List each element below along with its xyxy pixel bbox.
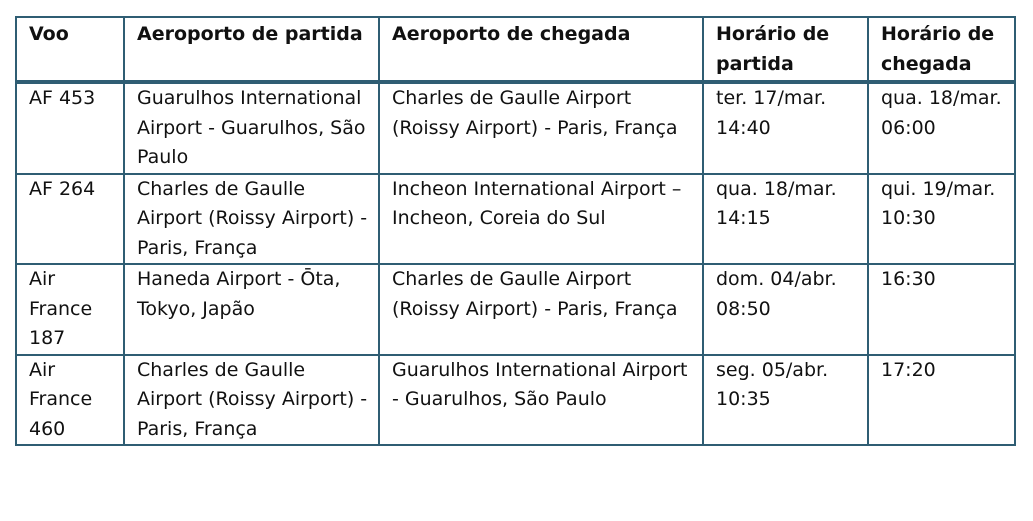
cell-flight: AF 264	[16, 174, 124, 265]
cell-departure-time: qua. 18/mar. 14:15	[703, 174, 868, 265]
header-departure-time: Horário de partida	[703, 17, 868, 82]
table-row	[16, 355, 1015, 446]
cell-arrival-airport: Charles de Gaulle Airport (Roissy Airport) - Paris, França	[379, 82, 703, 174]
header-flight: Voo	[16, 17, 124, 82]
header-departure-airport: Aeroporto de partida	[124, 17, 379, 82]
cell-arrival-airport: Charles de Gaulle Airport (Roissy Airport) - Paris, França	[379, 264, 703, 355]
table-header-row	[16, 17, 1015, 82]
cell-departure-airport: Charles de Gaulle Airport (Roissy Airport) - Paris, França	[124, 174, 379, 265]
cell-departure-time: ter. 17/mar. 14:40	[703, 82, 868, 174]
cell-flight: Air France 460	[16, 355, 124, 446]
cell-departure-airport: Guarulhos International Airport - Guarulhos, São Paulo	[124, 82, 379, 174]
cell-flight: Air France 187	[16, 264, 124, 355]
cell-arrival-airport: Incheon International Airport – Incheon, Coreia do Sul	[379, 174, 703, 265]
cell-arrival-time: 17:20	[868, 355, 1015, 446]
cell-arrival-airport: Guarulhos International Airport - Guarulhos, São Paulo	[379, 355, 703, 446]
cell-departure-time: dom. 04/abr. 08:50	[703, 264, 868, 355]
cell-arrival-time: qua. 18/mar. 06:00	[868, 82, 1015, 174]
table-row	[16, 264, 1015, 355]
cell-arrival-time: 16:30	[868, 264, 1015, 355]
table-row	[16, 174, 1015, 265]
header-arrival-airport: Aeroporto de chegada	[379, 17, 703, 82]
flight-schedule-table	[15, 16, 1016, 446]
flight-table-container	[15, 16, 1014, 446]
table-row	[16, 82, 1015, 174]
cell-departure-airport: Charles de Gaulle Airport (Roissy Airport) - Paris, França	[124, 355, 379, 446]
header-arrival-time: Horário de chegada	[868, 17, 1015, 82]
cell-flight: AF 453	[16, 82, 124, 174]
cell-departure-time: seg. 05/abr. 10:35	[703, 355, 868, 446]
cell-departure-airport: Haneda Airport - Ōta, Tokyo, Japão	[124, 264, 379, 355]
cell-arrival-time: qui. 19/mar. 10:30	[868, 174, 1015, 265]
